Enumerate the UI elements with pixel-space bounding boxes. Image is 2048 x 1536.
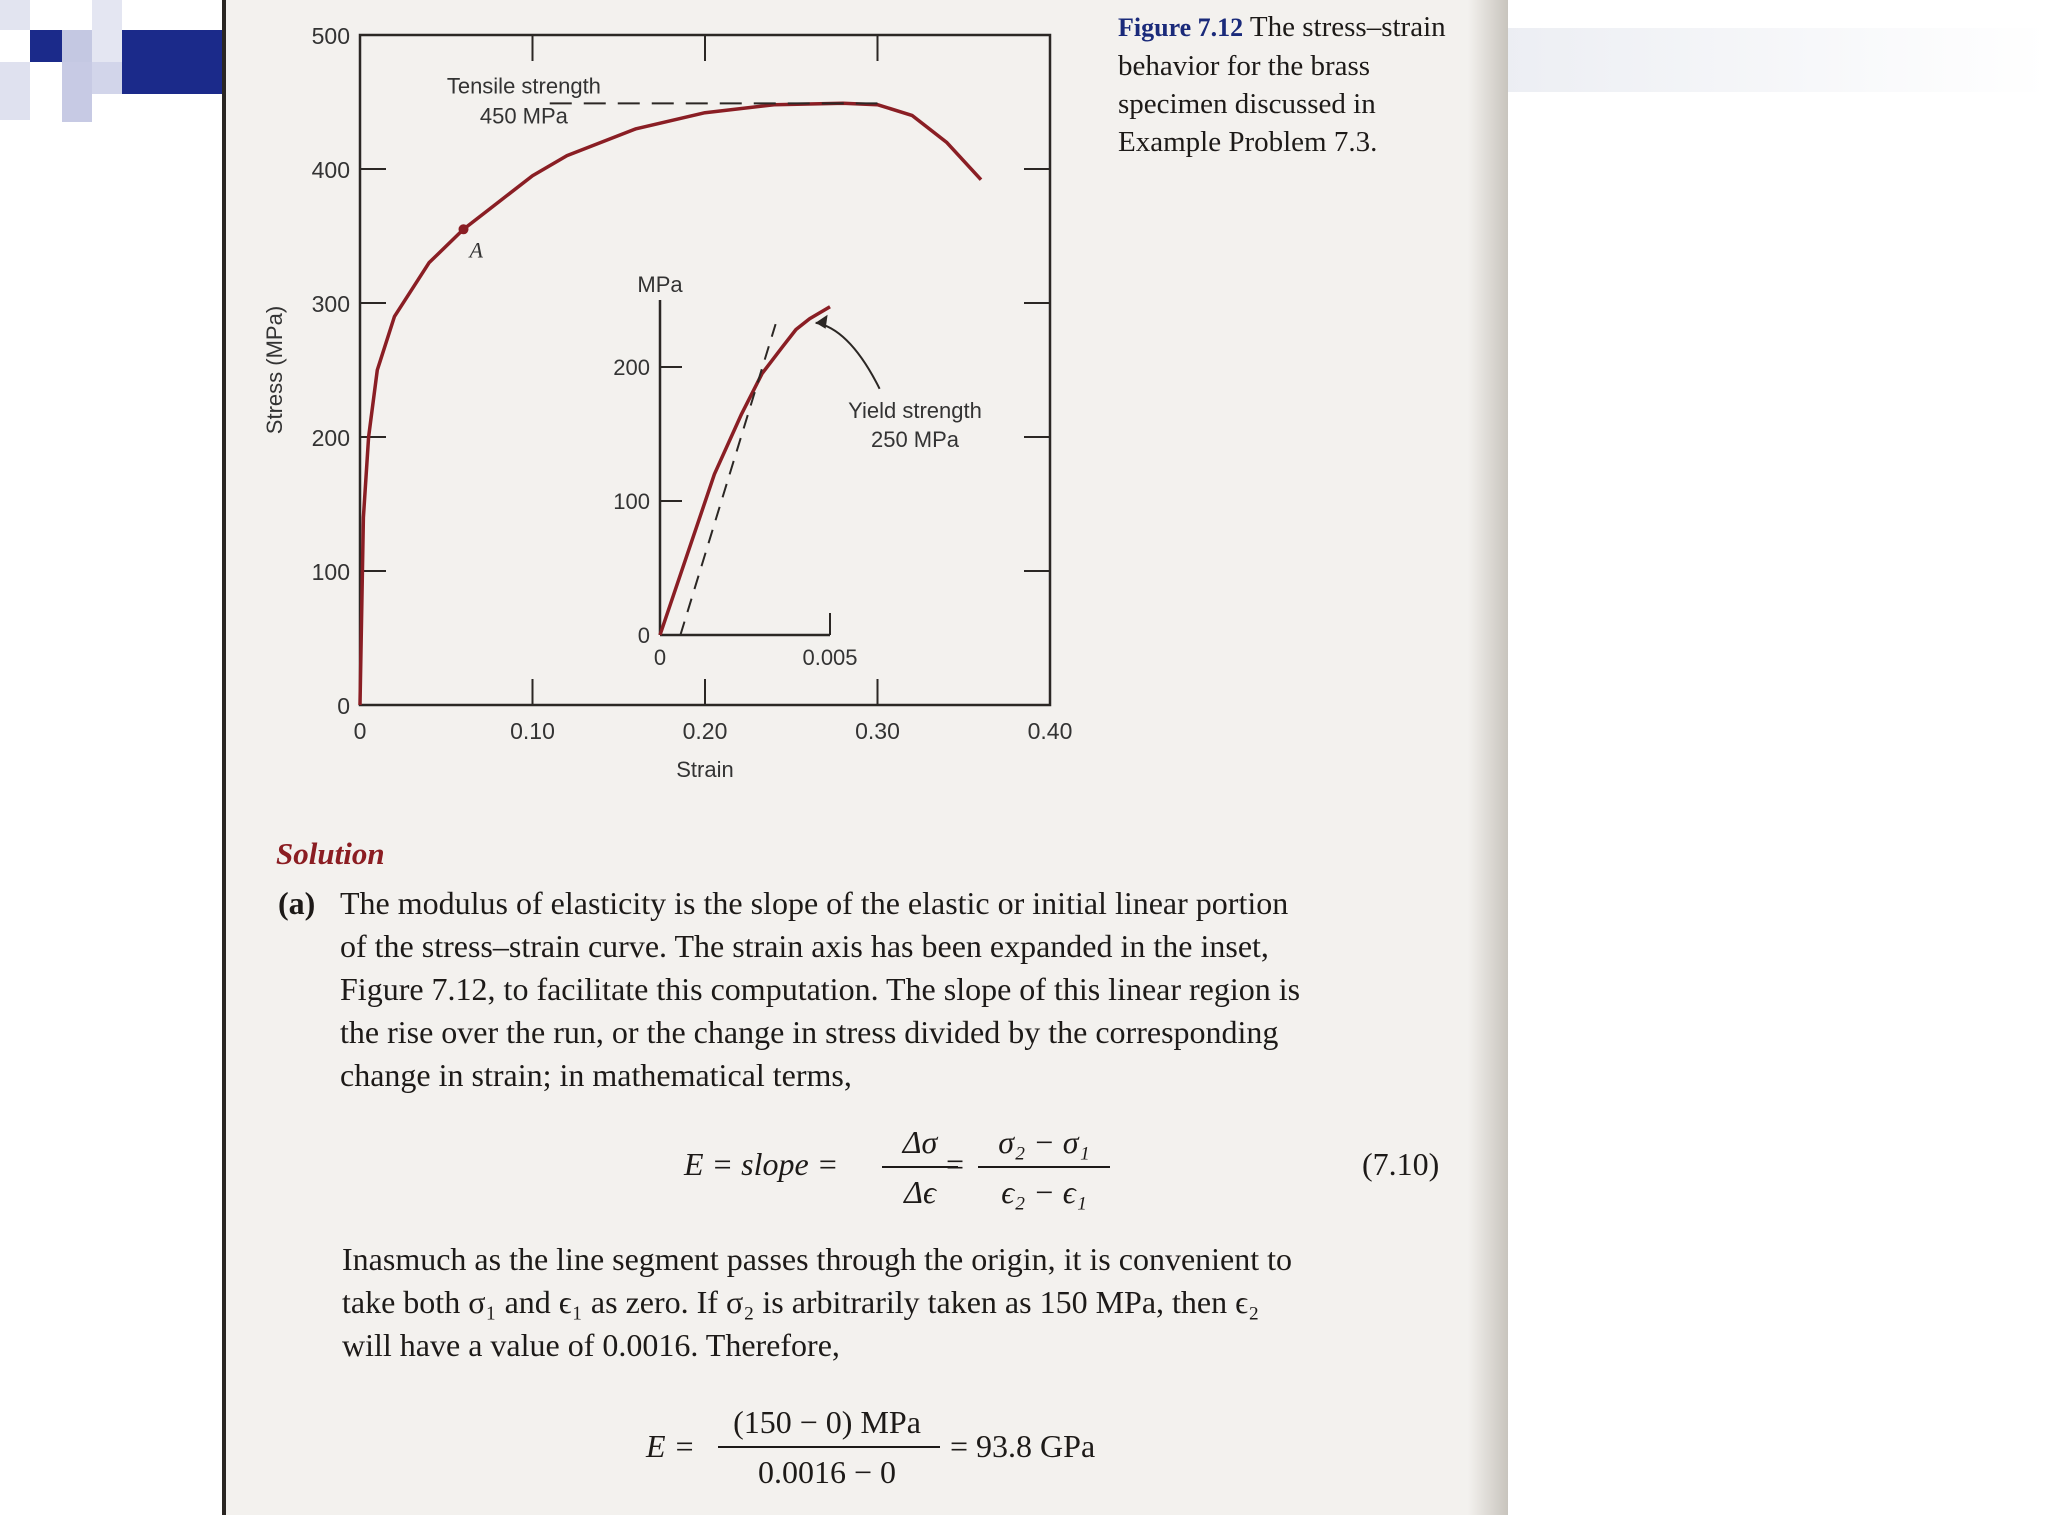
solution-heading: Solution <box>276 836 385 871</box>
part-a-paragraph <box>340 882 1460 1097</box>
part-a-line: change in strain; in mathematical terms, <box>340 1057 852 1093</box>
inset-chart <box>613 272 982 670</box>
y-axis-label: Stress (MPa) <box>262 305 287 435</box>
part-a-line: of the stress–strain curve. The strain axis has been expanded in the inset, <box>340 928 1269 964</box>
yield-arrow-head <box>816 315 828 329</box>
eq1-frac2-denominator: ϵ₂ − ϵ₁ <box>1001 1174 1087 1210</box>
y-tick-label: 100 <box>311 559 350 585</box>
yield-strength-value: 250 MPa <box>870 427 960 452</box>
paragraph-2 <box>342 1238 1462 1367</box>
yield-arrow <box>816 323 880 389</box>
main-plot-frame <box>360 35 1050 705</box>
y-tick-label: 500 <box>311 23 350 49</box>
equation-number: (7.10) <box>1362 1146 1440 1182</box>
inset-x-tick-label: 0 <box>653 645 667 670</box>
y-tick-label: 300 <box>311 291 350 317</box>
inset-y-tick-label: 0 <box>637 623 650 648</box>
figure-label: Figure 7.12 <box>1118 13 1244 42</box>
inset-x-tick-label: 0.005 <box>802 645 858 670</box>
eq2-numerator: (150 − 0) MPa <box>733 1404 921 1440</box>
figure-caption <box>1118 8 1458 161</box>
x-tick-label: 0.30 <box>855 718 900 744</box>
eq1-equals: = <box>946 1146 965 1182</box>
y-tick-label: 0 <box>337 693 350 719</box>
eq1-frac1-denominator: Δϵ <box>904 1174 936 1210</box>
paragraph-2-line: take both σ₁ and ϵ₁ as zero. If σ₂ is arbitrarily taken as 150 MPa, then ϵ₂ <box>342 1284 1260 1320</box>
inset-y-axis-label: MPa <box>637 272 683 297</box>
eq1-frac2-bar <box>978 1166 1110 1168</box>
x-tick-label: 0.20 <box>682 718 728 744</box>
eq1-frac2-numerator: σ₂ − σ₁ <box>998 1124 1090 1160</box>
x-tick-label: 0.40 <box>1027 718 1073 744</box>
eq2-denominator: 0.0016 − 0 <box>757 1454 897 1490</box>
y-tick-label: 400 <box>311 157 350 183</box>
equation-7-10-left: E = slope = <box>684 1146 839 1182</box>
eq1-frac1-numerator: Δσ <box>902 1124 938 1160</box>
y-tick-label: 200 <box>311 425 350 451</box>
tensile-strength-value: 450 MPa <box>479 103 568 129</box>
inset-y-tick-label: 100 <box>613 489 650 514</box>
equation-2-left: E = <box>646 1428 696 1464</box>
paragraph-2-line: will have a value of 0.0016. Therefore, <box>342 1327 840 1363</box>
tensile-strength-label: Tensile strength <box>446 73 601 99</box>
inset-y-tick-label: 200 <box>613 355 650 380</box>
part-a-label: (a) <box>278 885 316 921</box>
equation-2-result: = 93.8 GPa <box>950 1428 1096 1464</box>
x-tick-label: 0 <box>353 718 367 744</box>
inset-curve <box>660 307 830 635</box>
offset-line <box>680 324 775 635</box>
x-axis-label: Strain <box>676 757 734 782</box>
point-a-label: A <box>469 237 483 263</box>
yield-strength-label: Yield strength <box>848 398 982 423</box>
eq2-frac-bar <box>718 1446 940 1448</box>
paragraph-2-line: Inasmuch as the line segment passes through the origin, it is convenient to <box>342 1241 1293 1277</box>
part-a-line: the rise over the run, or the change in stress divided by the corresponding <box>340 1014 1279 1050</box>
part-a-line: The modulus of elasticity is the slope of the elastic or initial linear portion <box>340 885 1289 921</box>
part-a-line: Figure 7.12, to facilitate this computation. The slope of this linear region is <box>340 971 1301 1007</box>
point-a-marker <box>459 224 469 234</box>
figure-caption-text: The stress–strain behavior for the brass specimen discussed in Example Problem 7.3. <box>1118 11 1446 158</box>
x-tick-label: 0.10 <box>510 718 555 744</box>
